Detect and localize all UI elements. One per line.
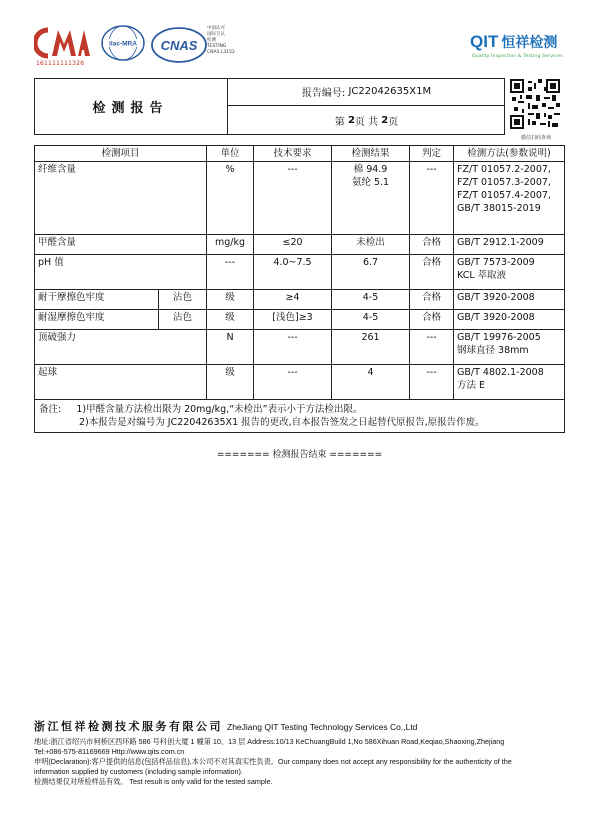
item-name: pH 值 — [35, 255, 207, 290]
judgement: --- — [410, 330, 454, 365]
unit: 级 — [207, 290, 254, 310]
qr-label: 微信扫码查询 — [520, 135, 551, 141]
table-row — [35, 330, 565, 365]
note-line: 2)本报告是对编号为 JC22042635X1 报告的更改,自本报告签发之日起替代原报告,原报告作废。 — [79, 417, 485, 428]
result: 4-5 — [332, 290, 410, 310]
notes-label: 备注: — [39, 404, 62, 415]
item-name: 耐干摩擦色牢度 — [35, 290, 159, 310]
requirement: ≥4 — [254, 290, 332, 310]
notes — [35, 400, 565, 433]
cnas-text: CNAS — [160, 38, 198, 53]
page-total: 2 — [381, 115, 389, 126]
method-line: GB/T 38015-2019 — [457, 203, 541, 214]
method: GB/T 3920-2008 — [454, 310, 565, 330]
header-req: 技术要求 — [254, 146, 332, 162]
judgement: 合格 — [410, 290, 454, 310]
footer-tel: Tel:+086-575-81169669 Http://www.qits.com.cn — [34, 747, 185, 756]
qit-cn-name: 恒祥检测 — [501, 35, 558, 51]
result: 4-5 — [332, 310, 410, 330]
page-suffix: 页 — [388, 117, 399, 128]
table-row — [35, 162, 565, 235]
method-line: FZ/T 01057.2-2007, — [457, 164, 551, 175]
company-en: ZheJiang QIT Testing Technology Services Co.,Ltd — [227, 722, 418, 732]
header-method: 检测方法(参数说明) — [454, 146, 565, 162]
requirement: 4.0~7.5 — [254, 255, 332, 290]
method-line: GB/T 4802.1-2008 — [457, 367, 544, 378]
qit-logo — [470, 32, 557, 52]
unit: mg/kg — [207, 235, 254, 255]
method: GB/T 2912.1-2009 — [454, 235, 565, 255]
page-current: 2 — [347, 115, 355, 126]
header-item: 检测项目 — [35, 146, 207, 162]
unit: 级 — [207, 365, 254, 400]
footer-company — [34, 718, 417, 734]
unit: 级 — [207, 310, 254, 330]
cnas-logo — [150, 26, 208, 64]
requirement: [浅色]≥3 — [254, 310, 332, 330]
judgement: 合格 — [410, 255, 454, 290]
judgement: 合格 — [410, 235, 454, 255]
table-row — [35, 310, 565, 330]
item-name: 顶破强力 — [35, 330, 207, 365]
ilac-mra-logo — [100, 24, 146, 62]
qr-code[interactable] — [510, 79, 560, 129]
result: 261 — [332, 330, 410, 365]
item-sub: 沾色 — [159, 290, 207, 310]
unit: N — [207, 330, 254, 365]
report-end-marker: ======= 检测报告结束 ======= — [216, 450, 383, 460]
method-line: 方法 E — [457, 380, 486, 391]
judgement: --- — [410, 162, 454, 235]
cnas-line: CNAS L3152 — [207, 50, 235, 55]
method-line: FZ/T 01057.3-2007, — [457, 177, 551, 188]
header-result: 检测结果 — [332, 146, 410, 162]
item-sub: 沾色 — [159, 310, 207, 330]
cnas-line: 检测 — [207, 38, 216, 43]
cnas-line: 中国认可 — [207, 26, 225, 31]
header-judge: 判定 — [410, 146, 454, 162]
notes-row — [35, 400, 565, 433]
report-number: JC22042635X1M — [348, 86, 432, 97]
ilac-text: ilac-MRA — [109, 40, 137, 48]
results-table — [34, 145, 565, 433]
unit: % — [207, 162, 254, 235]
company-cn: 浙江恒祥检测技术服务有限公司 — [34, 720, 223, 733]
report-number-row — [228, 78, 505, 106]
footer-declaration-cont: information supplied by customers (including sample information). — [34, 767, 243, 776]
footer-declaration: 申明(Declaration):客户提供的信息(包括样品信息),本公司不对其真实性负责。Our company does not accept any responsibility for the authenticity of the — [34, 757, 512, 766]
cnas-line: 国际互认 — [207, 32, 225, 37]
table-header-row — [35, 146, 565, 162]
page-prefix: 第 — [334, 117, 345, 128]
unit: --- — [207, 255, 254, 290]
result — [332, 162, 410, 235]
requirement: --- — [254, 365, 332, 400]
cma-number: 161111111326 — [36, 60, 85, 67]
table-row — [35, 235, 565, 255]
qit-brand: QIT — [470, 32, 499, 51]
cnas-caption — [207, 26, 235, 56]
table-row — [35, 290, 565, 310]
method — [454, 330, 565, 365]
page-number-row — [228, 106, 505, 135]
header-unit: 单位 — [207, 146, 254, 162]
requirement: --- — [254, 162, 332, 235]
table-row — [35, 365, 565, 400]
method-line: GB/T 19976-2005 — [457, 332, 541, 343]
result: 6.7 — [332, 255, 410, 290]
item-name: 甲醛含量 — [35, 235, 207, 255]
method-line: GB/T 7573-2009 — [457, 257, 535, 268]
report-title: 检测报告 — [34, 78, 228, 135]
requirement: --- — [254, 330, 332, 365]
item-name: 纤维含量 — [35, 162, 207, 235]
result: 未检出 — [332, 235, 410, 255]
qit-tagline: Quality Inspection & Testing Services — [472, 54, 563, 59]
method — [454, 255, 565, 290]
item-name: 起球 — [35, 365, 207, 400]
footer-address: 地址:浙江省绍兴市柯桥区西环路 586 号科创大厦 1 幢第 10、13 层 Address:10/13 KeChuangBuild 1,No 586Xihuan Road,Keqiao,Shaoxing,Zhejiang — [34, 737, 505, 746]
method: GB/T 3920-2008 — [454, 290, 565, 310]
method-line: 钢球直径 38mm — [457, 345, 529, 356]
note-line: 1)甲醛含量方法检出限为 20mg/kg,“未检出”表示小于方法检出限。 — [76, 404, 363, 415]
cnas-line: TESTING — [207, 44, 227, 49]
method — [454, 365, 565, 400]
judgement: 合格 — [410, 310, 454, 330]
cma-logo — [34, 24, 94, 62]
result-line: 氨纶 5.1 — [351, 177, 390, 188]
result: 4 — [332, 365, 410, 400]
result-line: 棉 94.9 — [353, 164, 388, 175]
page-mid: 页 共 — [354, 117, 379, 128]
method — [454, 162, 565, 235]
judgement: --- — [410, 365, 454, 400]
table-row — [35, 255, 565, 290]
method-line: KCL 萃取液 — [457, 270, 507, 281]
requirement: ≤20 — [254, 235, 332, 255]
report-number-label: 报告编号: — [301, 88, 346, 99]
footer-validity: 检测结果仅对所检样品有效。 Test result is only valid for the tested sample. — [34, 777, 273, 786]
method-line: FZ/T 01057.4-2007, — [457, 190, 551, 201]
item-name: 耐湿摩擦色牢度 — [35, 310, 159, 330]
